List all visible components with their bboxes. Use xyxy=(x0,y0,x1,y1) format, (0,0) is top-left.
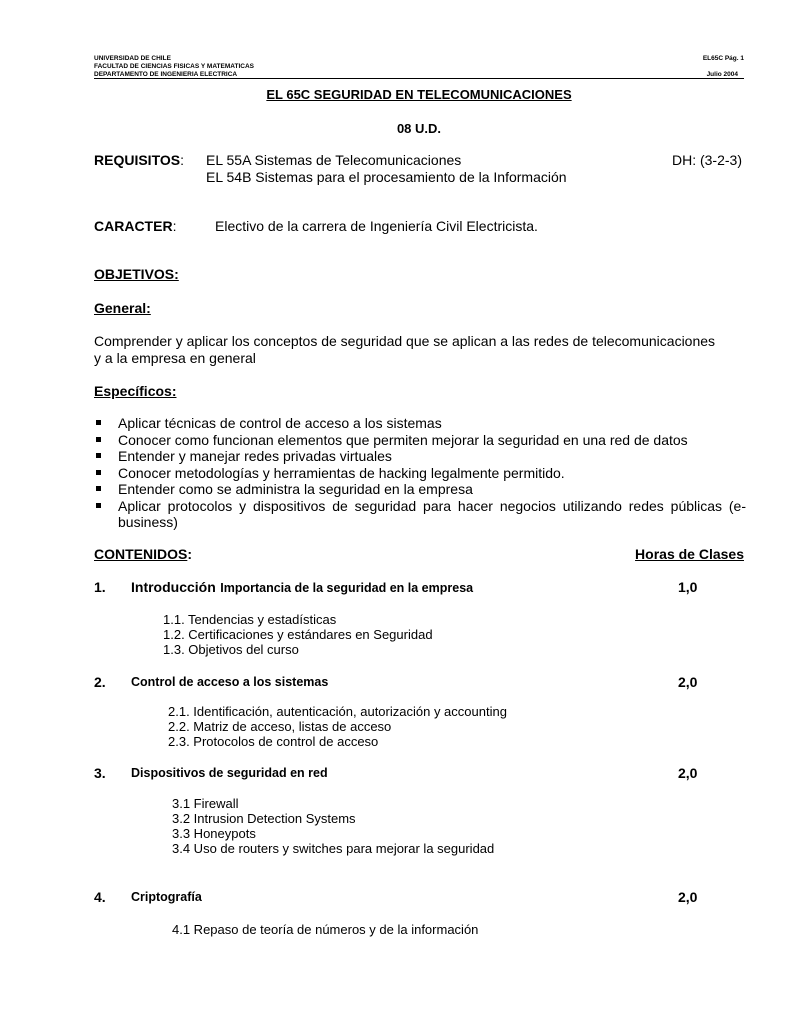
list-item-text: Entender y manejar redes privadas virtuales xyxy=(118,448,392,464)
requisitos-label-row xyxy=(94,152,184,168)
course-units: 08 U.D. xyxy=(396,121,442,136)
header-date: Julio 2004 xyxy=(706,71,738,78)
header-faculty: FACULTAD DE CIENCIAS FISICAS Y MATEMATICAS xyxy=(94,63,254,70)
caracter-value: Electivo de la carrera de Ingeniería Civil Electricista. xyxy=(215,218,538,234)
general-text-line1: Comprender y aplicar los conceptos de seguridad que se aplican a las redes de telecomunicaciones xyxy=(94,333,716,349)
header-institution xyxy=(94,55,254,79)
section-1-title-text: Importancia de la seguridad en la empresa xyxy=(220,581,474,595)
section-4-hours: 2,0 xyxy=(678,889,698,905)
section-2-hours: 2,0 xyxy=(678,674,698,690)
bullet-square-icon xyxy=(96,503,101,508)
subitem: 1.1. Tendencias y estadísticas xyxy=(163,612,337,627)
subitem: 4.1 Repaso de teoría de números y de la información xyxy=(172,922,479,937)
contenidos-heading: CONTENIDOS xyxy=(94,546,188,562)
contenidos-colon: : xyxy=(187,546,193,562)
subitem: 3.4 Uso de routers y switches para mejorar la seguridad xyxy=(172,841,495,856)
list-item xyxy=(94,481,746,498)
requisitos-dh: DH: (3-2-3) xyxy=(671,152,742,168)
hours-heading: Horas de Clases xyxy=(635,546,744,562)
section-2-number: 2. xyxy=(94,674,106,690)
section-4-number: 4. xyxy=(94,889,106,905)
section-1-title-prefix: Introducción xyxy=(131,579,216,595)
general-heading: General: xyxy=(94,300,151,316)
section-1-number: 1. xyxy=(94,579,106,595)
list-item xyxy=(94,432,746,449)
section-2-title: Control de acceso a los sistemas xyxy=(131,675,329,689)
contenidos-heading-row xyxy=(94,546,192,562)
subitem: 3.2 Intrusion Detection Systems xyxy=(172,811,356,826)
section-2-items xyxy=(168,704,507,749)
subitem: 1.2. Certificaciones y estándares en Seguridad xyxy=(163,627,433,642)
bullet-square-icon xyxy=(96,486,101,491)
subitem: 2.1. Identificación, autenticación, autorización y accounting xyxy=(168,704,507,719)
subitem: 2.2. Matriz de acceso, listas de acceso xyxy=(168,719,392,734)
requisitos-label: REQUISITOS xyxy=(94,152,181,168)
caracter-label-row xyxy=(94,218,176,234)
header-university: UNIVERSIDAD DE CHILE xyxy=(94,55,171,62)
bullet-square-icon xyxy=(96,453,101,458)
caracter-label: CARACTER xyxy=(94,218,173,234)
list-item-text: Aplicar protocolos y dispositivos de seguridad para hacer negocios utilizando redes públicas (e-business) xyxy=(118,497,746,530)
section-3-title: Dispositivos de seguridad en red xyxy=(131,766,328,780)
bullet-square-icon xyxy=(96,437,101,442)
section-3-hours: 2,0 xyxy=(678,765,698,781)
section-1-items xyxy=(163,612,433,657)
page-title: EL 65C SEGURIDAD EN TELECOMUNICACIONES xyxy=(266,87,572,102)
list-item-text: Conocer como funcionan elementos que permiten mejorar la seguridad en una red de datos xyxy=(118,431,688,448)
requisitos-colon: : xyxy=(180,152,184,168)
list-item-text: Aplicar técnicas de control de acceso a los sistemas xyxy=(118,415,442,431)
general-text-line2: y a la empresa en general xyxy=(94,350,256,366)
header-department: DEPARTAMENTO DE INGENIERIA ELECTRICA xyxy=(94,71,238,78)
list-item xyxy=(94,465,746,482)
section-1-title xyxy=(131,579,473,597)
list-item xyxy=(94,448,746,465)
caracter-colon: : xyxy=(172,218,177,234)
list-item xyxy=(94,415,746,432)
section-1-hours: 1,0 xyxy=(678,579,698,595)
section-4-items xyxy=(172,922,478,937)
subitem: 2.3. Protocolos de control de acceso xyxy=(168,734,379,749)
section-3-number: 3. xyxy=(94,765,106,781)
bullet-square-icon xyxy=(96,470,101,475)
list-item-text: Conocer metodologías y herramientas de hacking legalmente permitido. xyxy=(118,464,565,481)
header-rule xyxy=(94,78,744,79)
header-page-code: EL65C Pág. 1 xyxy=(702,55,744,62)
subitem: 1.3. Objetivos del curso xyxy=(163,642,299,657)
requisito-1: EL 55A Sistemas de Telecomunicaciones xyxy=(206,152,462,168)
list-item xyxy=(94,498,746,531)
section-4-title: Criptografía xyxy=(131,890,202,904)
objetivos-heading: OBJETIVOS: xyxy=(94,266,179,282)
especificos-heading: Específicos: xyxy=(94,383,177,399)
subitem: 3.1 Firewall xyxy=(172,796,239,811)
subitem: 3.3 Honeypots xyxy=(172,826,256,841)
bullet-square-icon xyxy=(96,420,101,425)
requisito-2: EL 54B Sistemas para el procesamiento de la Información xyxy=(206,169,567,185)
especificos-list xyxy=(94,415,746,531)
section-3-items xyxy=(172,796,494,856)
list-item-text: Entender como se administra la seguridad en la empresa xyxy=(118,481,473,497)
